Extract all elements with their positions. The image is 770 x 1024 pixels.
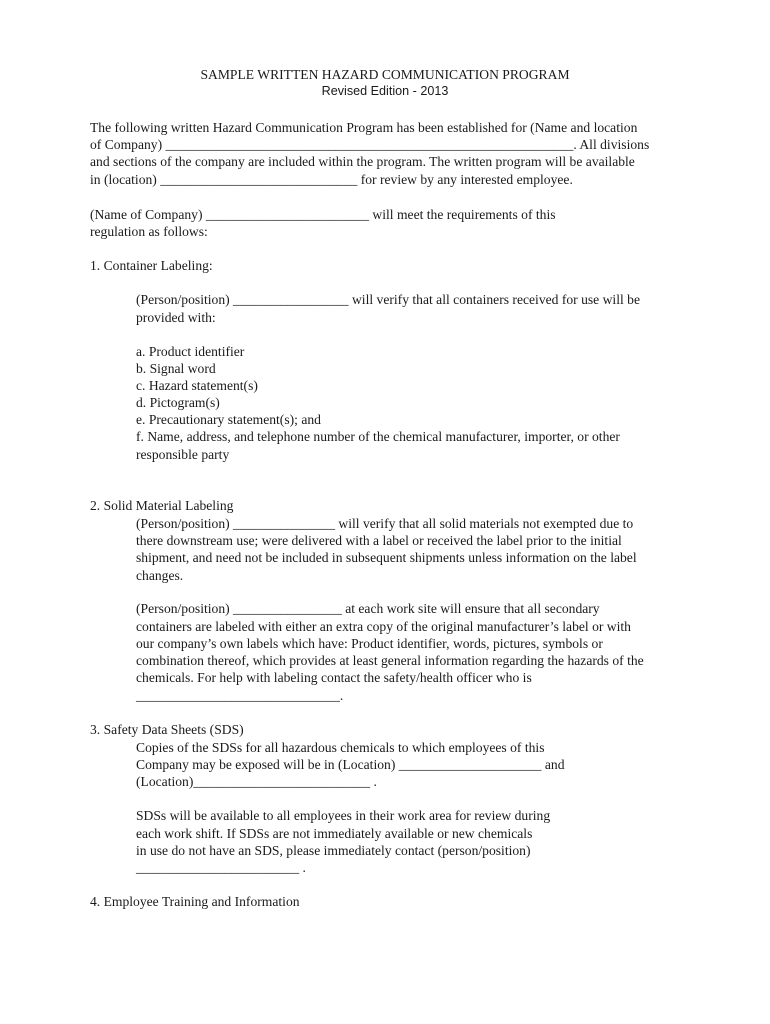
text-line: (Person/position) _______________ will verify that all solid materials not exempted due to (136, 516, 634, 531)
list-item: responsible party (136, 447, 230, 462)
text-line: regulation as follows: (90, 224, 208, 239)
text-line: (Location)__________________________ . (136, 774, 377, 789)
text-line: our company’s own labels which have: Product identifier, words, pictures, symbols or (136, 636, 603, 651)
document-subtitle: Revised Edition - 2013 (321, 84, 449, 98)
list-item: a. Product identifier (136, 344, 245, 359)
list-item: e. Precautionary statement(s); and (136, 412, 321, 427)
section-heading: 2. Solid Material Labeling (90, 498, 234, 513)
text-line: of Company) ____________________________________________________________. All divisions (90, 137, 650, 152)
text-line: ______________________________. (136, 688, 344, 703)
list-item: f. Name, address, and telephone number of the chemical manufacturer, importer, or other (136, 429, 620, 444)
list-item: d. Pictogram(s) (136, 395, 220, 410)
text-line: and sections of the company are included within the program. The written program will be available (90, 154, 635, 169)
text-line: there downstream use; were delivered with a label or received the label prior to the initial (136, 533, 622, 548)
text-line: in use do not have an SDS, please immediately contact (person/position) (136, 843, 531, 858)
text-line: each work shift. If SDSs are not immediately available or new chemicals (136, 826, 533, 841)
text-line: (Person/position) ________________ at each work site will ensure that all secondary (136, 601, 600, 616)
text-line: Company may be exposed will be in (Location) _____________________ and (136, 757, 565, 772)
section-heading: 3. Safety Data Sheets (SDS) (90, 722, 244, 737)
text-line: (Name of Company) ________________________ will meet the requirements of this (90, 207, 556, 222)
section-heading: 1. Container Labeling: (90, 258, 213, 273)
text-line: changes. (136, 568, 184, 583)
text-line: combination thereof, which provides at least general information regarding the hazards of the (136, 653, 644, 668)
text-line: chemicals. For help with labeling contact the safety/health officer who is (136, 670, 532, 685)
text-line: ________________________ . (136, 860, 306, 875)
text-line: (Person/position) _________________ will verify that all containers received for use will be (136, 292, 640, 307)
document-title: SAMPLE WRITTEN HAZARD COMMUNICATION PROGRAM (200, 67, 570, 82)
list-item: b. Signal word (136, 361, 216, 376)
list-item: c. Hazard statement(s) (136, 378, 258, 393)
text-line: shipment, and need not be included in subsequent shipments unless information on the label (136, 550, 637, 565)
text-line: Copies of the SDSs for all hazardous chemicals to which employees of this (136, 740, 545, 755)
section-heading: 4. Employee Training and Information (90, 894, 300, 909)
text-line: containers are labeled with either an extra copy of the original manufacturer’s label or with (136, 619, 631, 634)
text-line: The following written Hazard Communication Program has been established for (Name and location (90, 120, 638, 135)
text-line: SDSs will be available to all employees in their work area for review during (136, 808, 551, 823)
text-line: provided with: (136, 310, 216, 325)
text-line: in (location) _____________________________ for review by any interested employee. (90, 172, 573, 187)
